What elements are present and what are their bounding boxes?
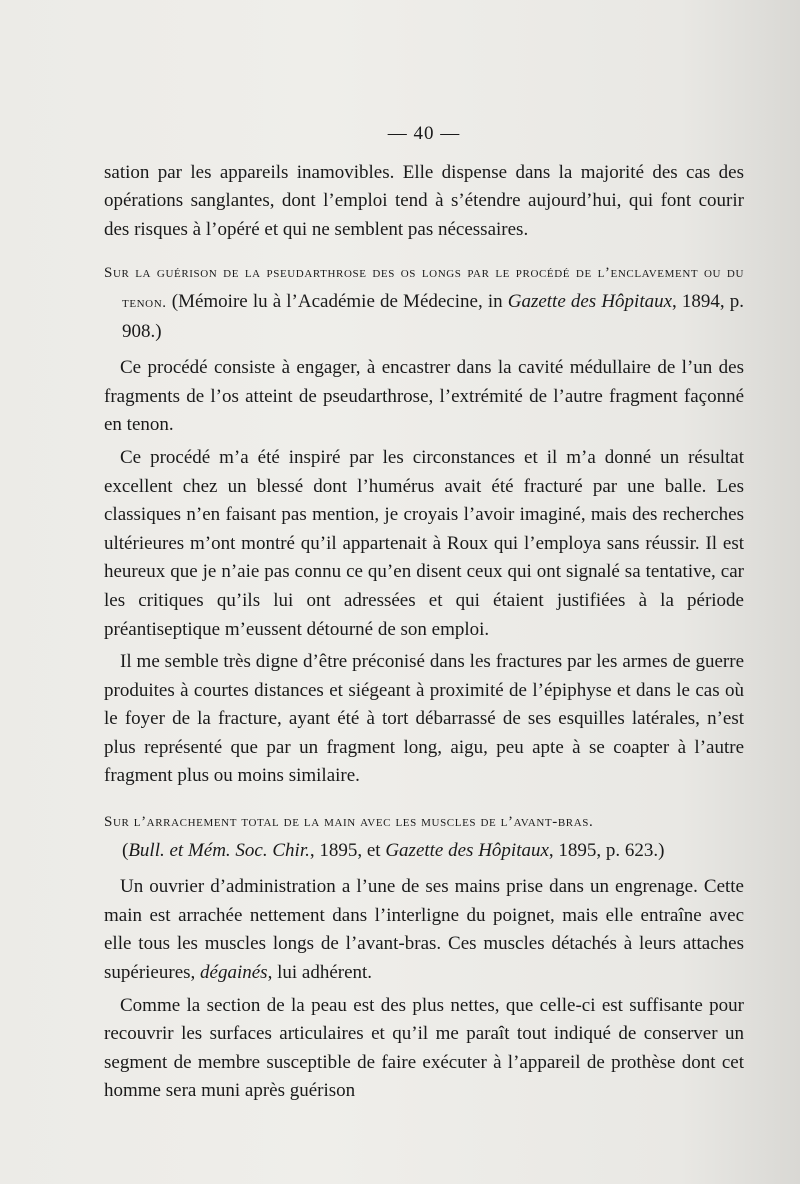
emphasis-degaines: dégainés [200, 962, 268, 984]
section-heading-pseudarthrose: Sur la guérison de la pseudarthrose des os longs par le procédé de l’enclavement ou du tenon. [104, 265, 744, 311]
citation-journal-bull: Bull. et Mém. Soc. Chir. [128, 839, 310, 861]
citation-arrachement [104, 837, 744, 866]
intro-paragraph: sation par les appareils inamovibles. Elle dispense dans la majorité des cas des opérations sanglantes, dont l’emploi tend à s’étendre aujourd’hui, qui font courir des risques à l’opéré et qui ne semblent pas nécessaires. [104, 161, 744, 240]
paragraph-section-peau: Comme la section de la peau est des plus nettes, que celle-ci est suffisante pour recouvrir les surfaces articulaires et qu’il me paraît tout indiqué de conserver un segment de membre susceptible de faire exécuter à l’appareil de prothèse dont cet homme sera muni après guérison [104, 994, 744, 1102]
text-column [104, 120, 744, 1106]
citation-prefix: (Mémoire lu à l’Académie de Médecine, in [166, 290, 508, 312]
section-heading-arrachement: Sur l’arrachement total de la main avec les muscles de l’avant-bras. [104, 814, 594, 831]
citation-journal: Gazette des Hôpitaux [507, 290, 673, 312]
paragraph-ouvrier [104, 873, 744, 987]
paragraph-indication: Il me semble très digne d’être préconisé dans les fractures par les armes de guerre produites à courtes distances et siégeant à proximité de l’épiphyse et dans le cas où le foyer de la fracture, ayant été à tort débarrassé de ses esquilles latérales, n’est plus représenté que par un fragment long, aigu, peu apte à se coapter à l’autre fragment plus ou moins similaire. [104, 651, 744, 787]
ouvrier-text: Un ouvrier d’administration a l’une de ses mains prise dans un engrenage. Cette main est arrachée nettement dans l’interligne du poignet, mais elle entraîne avec elle tous les muscles longs de l’avant-bras. Ces muscles détachés à leurs attaches supérieures, [104, 876, 744, 984]
citation-journal-gazette: Gazette des Hôpitaux [385, 839, 549, 861]
section-entry-pseudarthrose [104, 258, 744, 346]
citation-open: ( [122, 839, 129, 861]
section-entry-arrachement [104, 807, 744, 837]
paragraph-procede: Ce procédé consiste à engager, à encastrer dans la cavité médullaire de l’un des fragments de l’os atteint de pseudarthrose, l’extrémité de l’autre fragment façonné en tenon. [104, 357, 744, 436]
citation-suffix-2: , 1895, p. 623.) [548, 839, 665, 861]
ouvrier-text-end: , lui adhérent. [267, 962, 373, 984]
paragraph-inspiration: Ce procédé m’a été inspiré par les circonstances et il m’a donné un résultat excellent chez un blessé dont l’humérus avait été fracturé par une balle. Les classiques n’en faisant pas mention, je croyais l’avoir imaginé, mais des recherches ultérieures m’ont montré qu’il appartenait à Roux qui l’employa sans réussir. Il est heureux que je n’aie pas connu ce qu’en disent ceux qui ont signalé sa tentative, car les critiques qu’ils lui ont adressées et qui étaient justifiées à la période préantiseptique m’eussent détourné de son emploi. [104, 446, 744, 640]
citation-middle: , 1895, et [309, 839, 386, 861]
page-number: — 40 — [387, 123, 461, 144]
citation-suffix: , 1894, p. 908.) [122, 290, 745, 342]
